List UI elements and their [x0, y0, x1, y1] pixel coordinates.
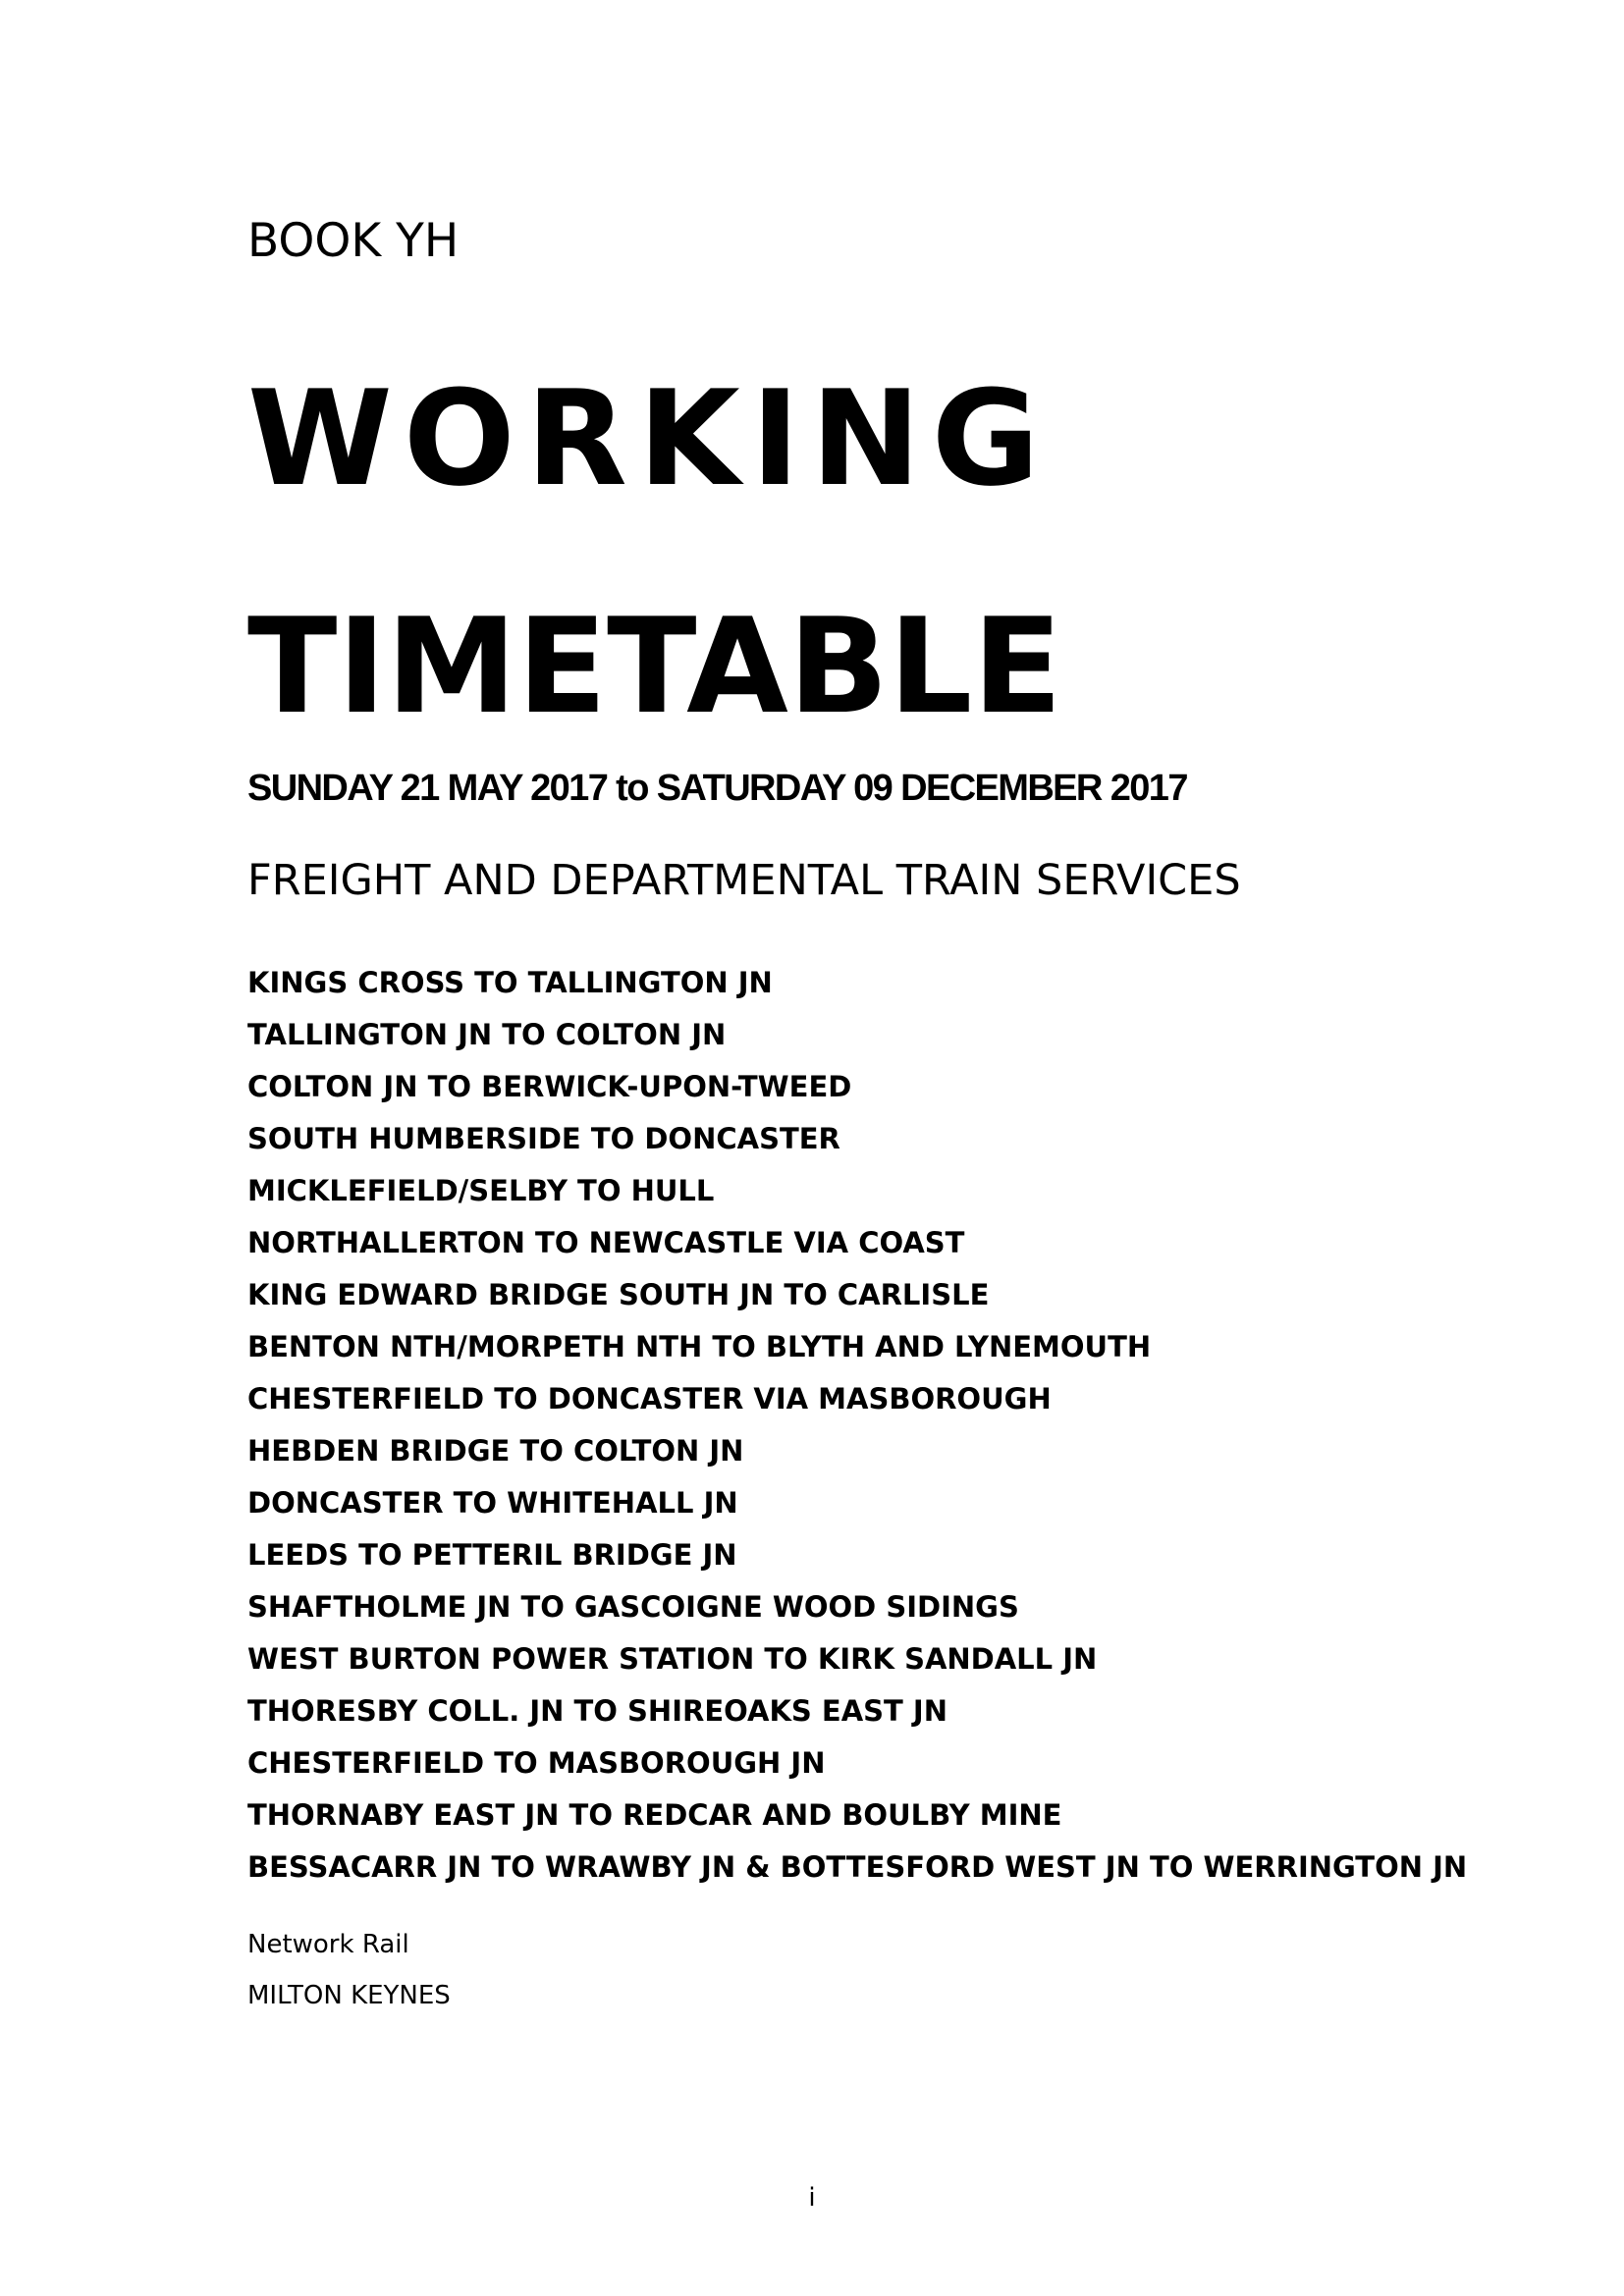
route-item: SHAFTHOLME JN TO GASCOIGNE WOOD SIDINGS [247, 1590, 1019, 1624]
route-item: NORTHALLERTON TO NEWCASTLE VIA COAST [247, 1226, 965, 1259]
route-item: BESSACARR JN TO WRAWBY JN & BOTTESFORD WEST JN TO WERRINGTON JN [247, 1850, 1468, 1884]
title-working: WORKING [247, 362, 1051, 515]
route-item: WEST BURTON POWER STATION TO KIRK SANDALL JN [247, 1642, 1098, 1676]
route-item: CHESTERFIELD TO DONCASTER VIA MASBOROUGH [247, 1382, 1052, 1415]
publisher-location: MILTON KEYNES [247, 1981, 451, 2010]
route-item: KINGS CROSS TO TALLINGTON JN [247, 966, 773, 999]
route-item: MICKLEFIELD/SELBY TO HULL [247, 1174, 715, 1207]
route-item: BENTON NTH/MORPETH NTH TO BLYTH AND LYNEMOUTH [247, 1330, 1152, 1363]
route-item: THORNABY EAST JN TO REDCAR AND BOULBY MINE [247, 1798, 1062, 1832]
services-subtitle: FREIGHT AND DEPARTMENTAL TRAIN SERVICES [247, 856, 1241, 905]
route-item: DONCASTER TO WHITEHALL JN [247, 1486, 738, 1520]
title-timetable: TIMETABLE [247, 590, 1062, 743]
route-item: COLTON JN TO BERWICK-UPON-TWEED [247, 1070, 852, 1103]
route-item: TALLINGTON JN TO COLTON JN [247, 1018, 727, 1051]
route-item: CHESTERFIELD TO MASBOROUGH JN [247, 1746, 826, 1780]
route-item: LEEDS TO PETTERIL BRIDGE JN [247, 1538, 737, 1572]
route-item: THORESBY COLL. JN TO SHIREOAKS EAST JN [247, 1694, 947, 1728]
route-item: SOUTH HUMBERSIDE TO DONCASTER [247, 1122, 840, 1155]
page-number: i [808, 2183, 816, 2213]
route-item: KING EDWARD BRIDGE SOUTH JN TO CARLISLE [247, 1278, 990, 1311]
route-list [247, 957, 1467, 1894]
book-label: BOOK YH [247, 214, 460, 268]
publisher-name: Network Rail [247, 1930, 409, 1959]
route-item: HEBDEN BRIDGE TO COLTON JN [247, 1434, 744, 1468]
date-range: SUNDAY 21 MAY 2017 to SATURDAY 09 DECEMBER 2017 [247, 768, 1187, 809]
